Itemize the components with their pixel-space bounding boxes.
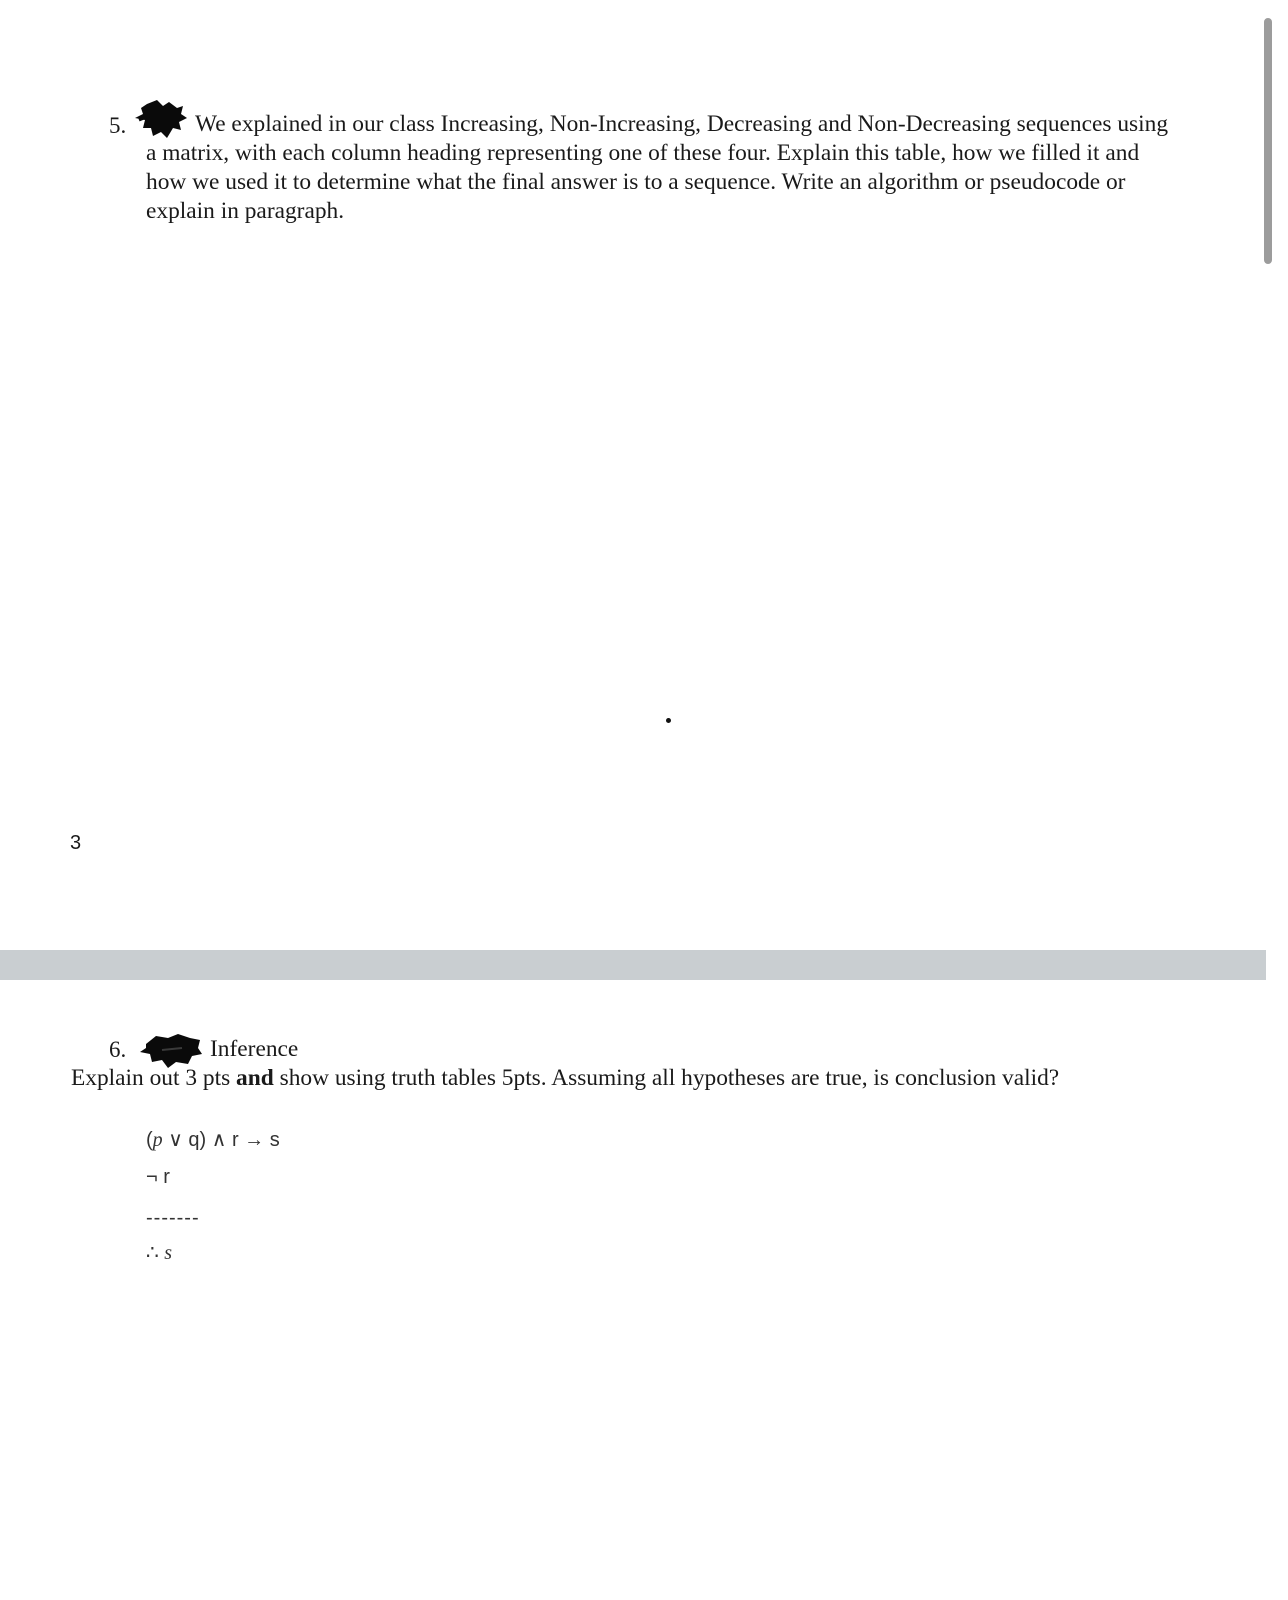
premise-2: ¬ r <box>146 1166 170 1188</box>
argument-divider: ------- <box>146 1207 200 1229</box>
page-separator <box>0 950 1266 980</box>
question-6-title: Inference <box>210 1036 299 1062</box>
instructions-part-1: Explain out 3 pts <box>71 1065 237 1091</box>
instructions-part-2: show using truth tables 5pts. Assuming all hypotheses are true, is conclusion valid? <box>273 1065 1060 1091</box>
page-number: 3 <box>70 832 82 854</box>
vertical-scrollbar[interactable] <box>1264 18 1272 264</box>
conclusion: ∴ s <box>146 1242 173 1264</box>
question-6-instructions <box>71 1065 1059 1092</box>
stray-dot <box>666 718 671 723</box>
premise-1: (p ∨ q) ∧ r → s <box>146 1129 280 1151</box>
redaction-scribble-icon <box>138 1030 204 1070</box>
question-5-number: 5. <box>109 113 127 138</box>
instructions-bold-word: and <box>236 1065 274 1091</box>
question-6-number: 6. <box>109 1037 127 1062</box>
question-5-text: We explained in our class Increasing, Non-Increasing, Decreasing and Non-Decreasing sequences using a matrix, with each column heading representing one of these four. Explain this table, how we filled it and how we used it to determine what the final answer is to a sequence. Write an algorithm or pseudocode or explain in paragraph. <box>146 111 1169 224</box>
